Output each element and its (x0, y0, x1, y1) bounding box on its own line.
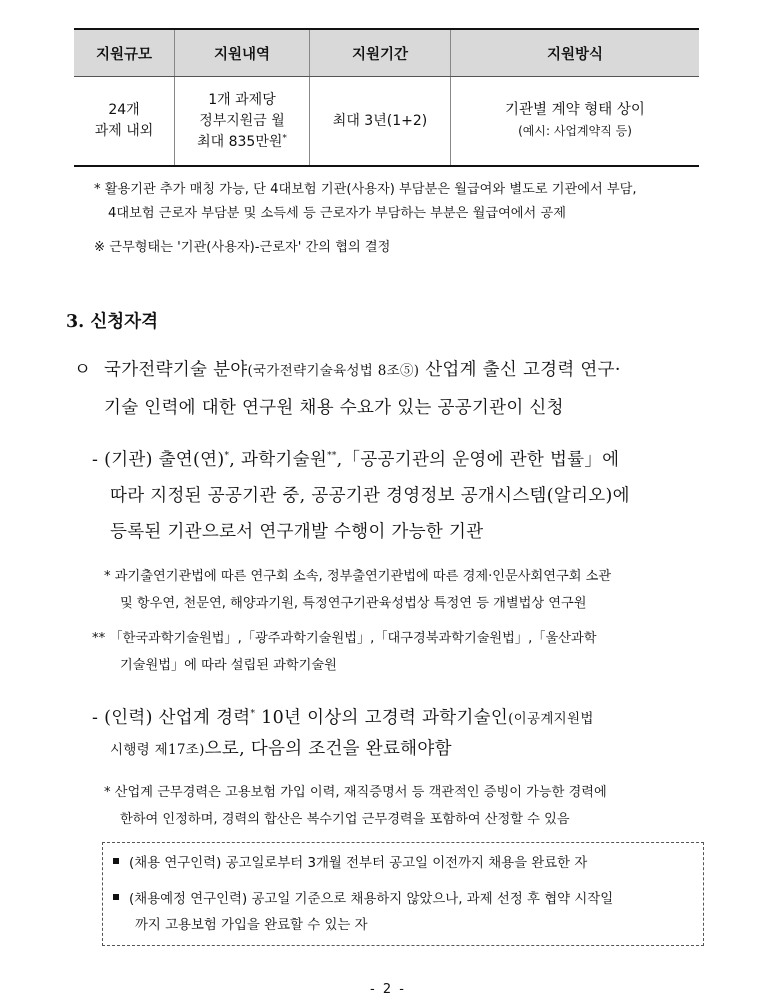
details-line: 1개 과제당 (208, 91, 276, 108)
footnote-2-line1: ** 「한국과학기술원법」,「광주과학기술원법」,「대구경북과학기술원법」,「울산과학 (92, 631, 597, 646)
eligibility-paragraph: 국가전략기술 분야(국가전략기술육성법 8조⑤) 산업계 출신 고경력 연구· (104, 360, 621, 380)
header-cell: 지원기간 (310, 29, 451, 77)
section-title: 3. 신청자격 (66, 312, 158, 332)
table-header-row (74, 29, 699, 77)
institution-item-line2: 따라 지정된 공공기관 중, 공공기관 경영정보 공개시스템(알리오)에 (110, 486, 630, 506)
note-1-line1: * 활용기관 추가 매칭 가능, 단 4대보험 기관(사용자) 부담분은 월급여와 별도로 기관에서 부담, (94, 182, 637, 197)
footnote-1-line2: 및 항우연, 천문연, 해양과기원, 특정연구기관육성법상 특정연 등 개별법상 연구원 (120, 596, 587, 611)
table-row (74, 77, 699, 167)
square-bullet-icon (113, 858, 119, 864)
conditions-box (102, 842, 704, 946)
personnel-item: - (인력) 산업계 경력* 10년 이상의 고경력 과학기술인(이공계지원법 (92, 708, 594, 728)
condition-item-1: (채용 연구인력) 공고일로부터 3개월 전부터 공고일 이전까지 채용을 완료한 자 (113, 853, 587, 875)
circle-marker: ㅇ (74, 360, 92, 380)
details-cell (175, 77, 310, 167)
personnel-item-line2: 시행령 제17조)으로, 다음의 조건을 완료해야함 (110, 739, 452, 759)
footnote-mark: * (282, 132, 287, 143)
institution-item: - (기관) 출연(연)*, 과학기술원**,「공공기관의 운영에 관한 법률」에 (92, 450, 620, 470)
period-cell: 최대 3년(1+2) (310, 77, 451, 167)
footnote-1-line1: * 과기출연기관법에 따른 연구회 소속, 정부출연기관법에 따른 경제·인문사회연구회 소관 (104, 569, 612, 584)
footnote-2-line2: 기술원법」에 따라 설립된 과학기술원 (120, 658, 337, 673)
details-line: 최대 835만원* (197, 132, 287, 150)
method-cell (451, 77, 700, 167)
details-line: 정부지원금 월 (199, 112, 285, 129)
condition-item-2: (채용예정 연구인력) 공고일 기준으로 채용하지 않았으나, 과제 선정 후 협약 시작일 (113, 889, 613, 911)
footnote-3-line1: * 산업계 근무경력은 고용보험 가입 이력, 재직증명서 등 객관적인 증빙이 가능한 경력에 (104, 785, 607, 800)
law-reference: (국가전략기술육성법 8조⑤) (247, 363, 420, 379)
footnote-mark: * (250, 709, 256, 720)
scale-line: 과제 내외 (94, 123, 154, 139)
scale-cell (74, 77, 175, 167)
header-cell: 지원내역 (175, 29, 310, 77)
page-number: - 2 - (370, 982, 406, 997)
scale-line: 24개 (108, 102, 140, 118)
footnote-mark: * (224, 451, 230, 462)
method-text: 기관별 계약 형태 상이 (505, 102, 645, 118)
method-subtext: (예시: 사업계약직 등) (518, 124, 632, 138)
note-1-line2: 4대보험 근로자 부담분 및 소득세 등 근로자가 부담하는 부분은 월급여에서 공제 (108, 206, 566, 221)
support-table (74, 28, 699, 167)
note-2: ※ 근무형태는 '기관(사용자)-근로자' 간의 협의 결정 (94, 240, 391, 255)
footnote-3-line2: 한하여 인정하며, 경력의 합산은 복수기업 근무경력을 포함하여 산정할 수 있음 (120, 812, 570, 827)
square-bullet-icon (113, 894, 119, 900)
eligibility-paragraph-line2: 기술 인력에 대한 연구원 채용 수요가 있는 공공기관이 신청 (104, 398, 564, 418)
header-cell: 지원규모 (74, 29, 175, 77)
institution-item-line3: 등록된 기관으로서 연구개발 수행이 가능한 기관 (110, 522, 484, 542)
condition-item-2-line2: 까지 고용보험 가입을 완료할 수 있는 자 (135, 918, 368, 933)
footnote-mark: ** (327, 451, 337, 462)
header-cell: 지원방식 (451, 29, 700, 77)
